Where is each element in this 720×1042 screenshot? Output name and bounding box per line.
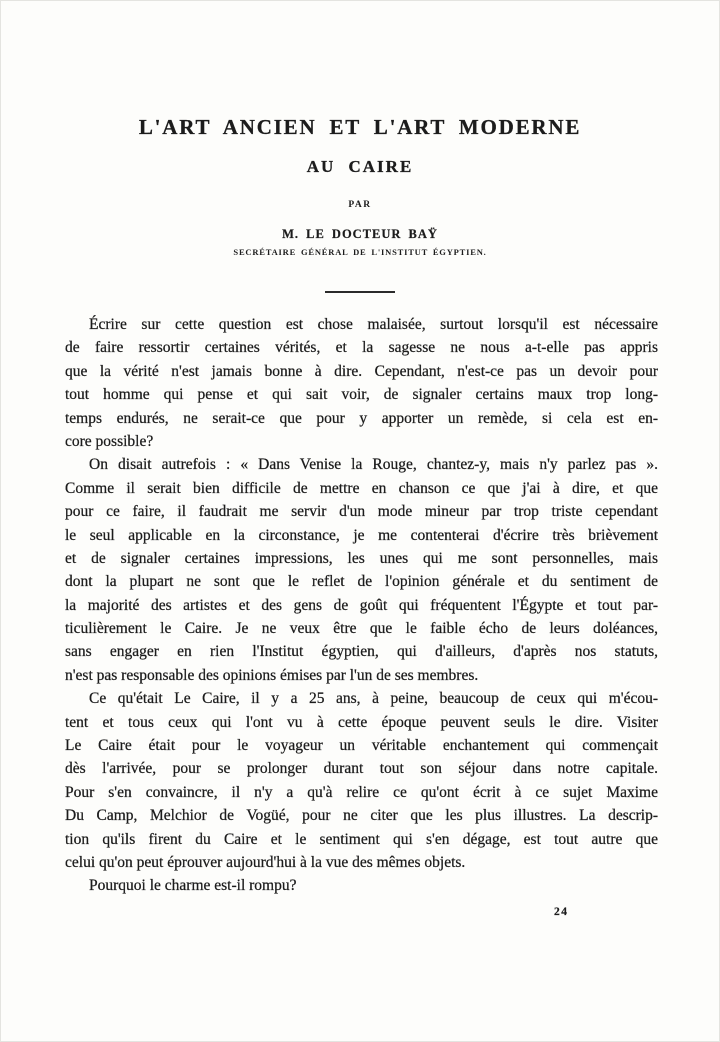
- paragraph: [65, 453, 658, 687]
- article-body: [65, 313, 658, 898]
- text-line: Pourquoi le charme est-il rompu?: [89, 877, 297, 895]
- text-line: temps endurés, ne serait-ce que pour y apporter un remède, si cela est en-: [65, 409, 658, 427]
- text-line: On disait autrefois : « Dans Venise la Rouge, chantez-y, mais n'y parlez pas ».: [89, 456, 658, 474]
- text-line: le seul applicable en la circonstance, je me contenterai d'écrire très brièvement: [65, 526, 658, 544]
- text-line: core possible?: [65, 432, 154, 450]
- text-line: tion qu'ils firent du Caire et le sentiment qui s'en dégage, est tout autre que: [65, 830, 658, 848]
- text-line: tent et tous ceux qui l'ont vu à cette époque peuvent seuls le dire. Visiter: [65, 713, 658, 731]
- text-line: dont la plupart ne sont que le reflet de l'opinion générale et du sentiment de: [65, 573, 658, 591]
- text-line: Du Camp, Melchior de Vogüé, pour ne citer que les plus illustres. La descrip-: [65, 807, 658, 825]
- paragraph: [65, 313, 658, 453]
- text-line: la majorité des artistes et des gens de goût qui fréquentent l'Égypte et tout par-: [65, 596, 658, 614]
- text-line: Écrire sur cette question est chose malaisée, surtout lorsqu'il est nécessaire: [89, 316, 658, 333]
- paragraph: [65, 874, 658, 897]
- text-line: sans engager en rien l'Institut égyptien, qui d'ailleurs, d'après nos statuts,: [65, 643, 658, 661]
- text-line: Pour s'en convaincre, il n'y a qu'à relire ce qu'ont écrit à ce sujet Maxime: [65, 783, 658, 801]
- article-subtitle: AU CAIRE: [306, 157, 414, 176]
- text-line: ticulièrement le Caire. Je ne veux être que le faible écho de leurs doléances,: [65, 620, 658, 638]
- author-role: SECRÉTAIRE GÉNÉRAL DE L'INSTITUT ÉGYPTIEN.: [233, 247, 487, 257]
- text-line: Le Caire était pour le voyageur un véritable enchantement qui commençait: [65, 737, 658, 755]
- signature-mark: 24: [554, 906, 569, 918]
- text-line: tout homme qui pense et qui sait voir, de signaler certains maux trop long-: [65, 386, 658, 404]
- author-name: M. LE DOCTEUR BAŸ: [282, 227, 438, 241]
- text-line: Ce qu'était Le Caire, il y a 25 ans, à peine, beaucoup de ceux qui m'écou-: [89, 690, 658, 708]
- text-line: celui qu'on peut éprouver aujourd'hui à la vue des mêmes objets.: [65, 853, 466, 871]
- text-line: pour ce faire, il faudrait me servir d'un mode mineur par trop triste cependant: [65, 503, 658, 521]
- text-line: dès l'arrivée, pour se prolonger durant tout son séjour dans notre capitale.: [65, 760, 658, 778]
- article-title: L'ART ANCIEN ET L'ART MODERNE: [138, 115, 582, 139]
- text-line: que la vérité n'est jamais bonne à dire. Cependant, n'est-ce pas un devoir pour: [65, 362, 658, 380]
- separator-rule: [325, 291, 395, 293]
- text-line: n'est pas responsable des opinions émises par l'un de ses membres.: [65, 666, 479, 684]
- byline-par: PAR: [348, 200, 372, 210]
- text-line: Comme il serait bien difficile de mettre en chanson ce que j'ai à dire, et que: [65, 479, 658, 497]
- title-block: [1, 1, 719, 293]
- text-line: et de signaler certaines impressions, les unes qui me sont personnelles, mais: [65, 549, 658, 567]
- text-line: de faire ressortir certaines vérités, et la sagesse ne nous a-t-elle pas appris: [65, 339, 658, 357]
- paragraph: [65, 687, 658, 874]
